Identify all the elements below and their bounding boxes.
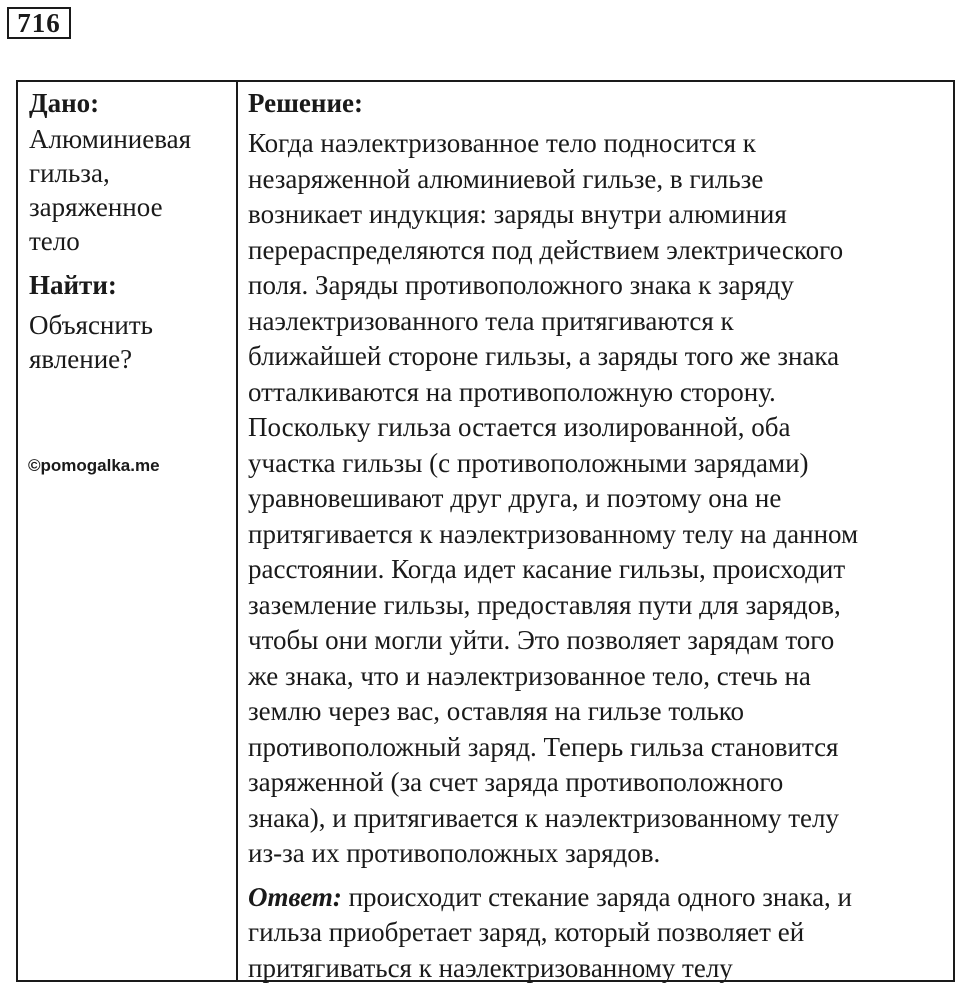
solution-line: притягивается к наэлектризованному телу на данном bbox=[248, 518, 859, 549]
solution-line: участка гильзы (с противоположными зарядами) bbox=[248, 447, 809, 478]
solution-line: возникает индукция: заряды внутри алюминия bbox=[248, 199, 787, 229]
answer-label: Ответ: bbox=[248, 881, 342, 912]
solution-line: ближайшей стороне гильзы, а заряды того же знака bbox=[248, 341, 840, 371]
solution-heading: Решение: bbox=[248, 88, 363, 118]
solution-line: Когда наэлектризованное тело подносится к bbox=[248, 128, 756, 158]
solution-table bbox=[16, 80, 955, 982]
given-text bbox=[29, 122, 236, 258]
solution-line: заземление гильзы, предоставляя пути для зарядов, bbox=[248, 589, 841, 620]
find-line: Объяснить bbox=[29, 310, 153, 340]
solution-line: землю через вас, оставляя на гильзе только bbox=[248, 696, 745, 726]
problem-number: 716 bbox=[7, 7, 71, 39]
given-line: тело bbox=[29, 226, 80, 256]
solution-line: перераспределяются под действием электрического bbox=[248, 234, 844, 265]
find-line: явление? bbox=[29, 344, 133, 374]
solution-line: чтобы они могли уйти. Это позволяет зарядам того bbox=[248, 625, 835, 655]
solution-line: заряженной (за счет заряда противоположного bbox=[248, 767, 784, 797]
solution-column bbox=[238, 82, 953, 983]
answer-line: гильза приобретает заряд, который позволяет ей bbox=[248, 917, 805, 947]
solution-line: же знака, что и наэлектризованное тело, стечь на bbox=[248, 660, 811, 691]
given-line: гильза, bbox=[29, 158, 110, 188]
answer-line: притягиваться к наэлектризованному телу bbox=[248, 952, 733, 983]
answer-line bbox=[248, 880, 945, 916]
solution-line: из-за их противоположных зарядов. bbox=[248, 838, 661, 868]
find-heading: Найти: bbox=[29, 270, 117, 300]
watermark: ©pomogalka.me bbox=[28, 456, 160, 475]
given-heading: Дано: bbox=[29, 88, 100, 118]
solution-line: Поскольку гильза остается изолированной, оба bbox=[248, 412, 791, 442]
solution-text bbox=[248, 126, 945, 872]
given-line: Алюминиевая bbox=[29, 124, 191, 154]
solution-line: незаряженной алюминиевой гильзе, в гильзе bbox=[248, 163, 764, 194]
solution-line: уравновешивают друг друга, и поэтому она не bbox=[248, 483, 782, 513]
solution-line: знака), и притягивается к наэлектризованному телу bbox=[248, 802, 839, 833]
solution-line: противоположный заряд. Теперь гильза становится bbox=[248, 731, 839, 762]
solution-line: отталкиваются на противоположную сторону. bbox=[248, 376, 776, 407]
solution-line: наэлектризованного тела притягиваются к bbox=[248, 305, 734, 336]
solution-line: расстоянии. Когда идет касание гильзы, происходит bbox=[248, 554, 846, 584]
find-text bbox=[29, 308, 236, 376]
given-column bbox=[18, 82, 238, 980]
answer bbox=[248, 880, 945, 987]
answer-text: происходит стекание заряда одного знака, и bbox=[341, 881, 852, 912]
solution-line: поля. Заряды противоположного знака к заряду bbox=[248, 270, 794, 300]
given-line: заряженное bbox=[29, 192, 163, 222]
